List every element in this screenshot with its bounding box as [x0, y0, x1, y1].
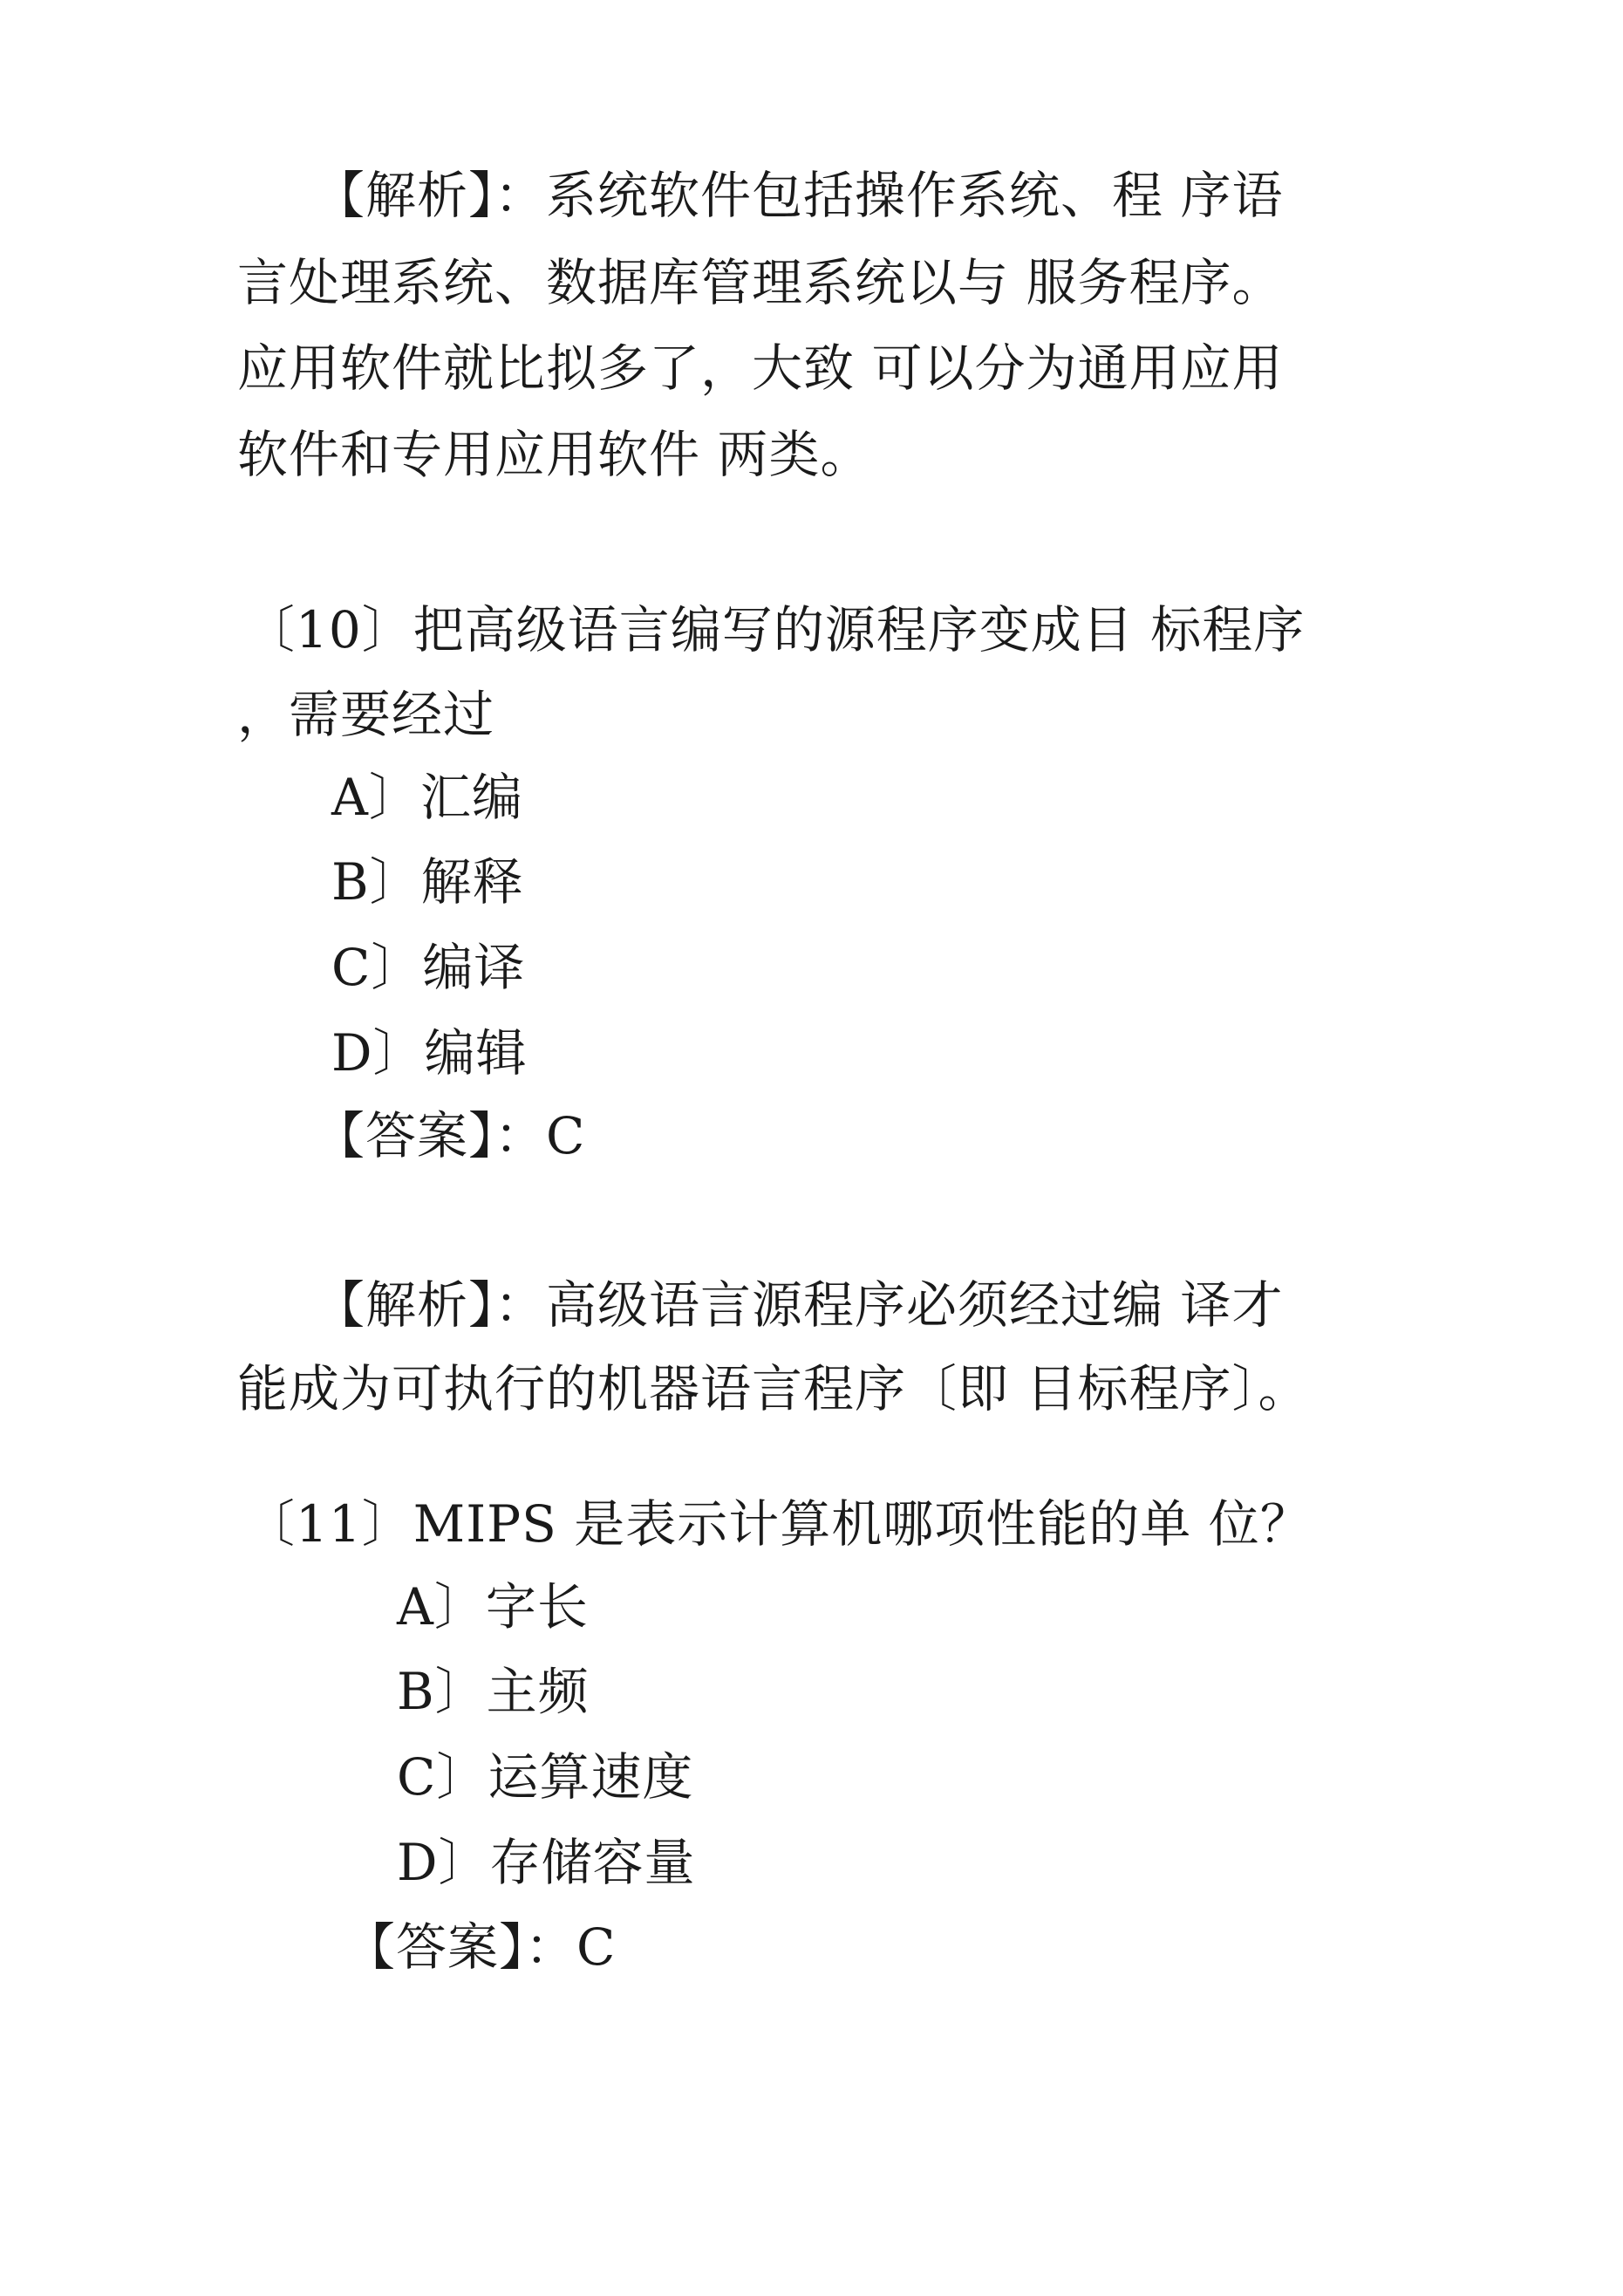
option-b: B〕主频: [397, 1662, 590, 1721]
option-c: C〕运算速度: [397, 1747, 694, 1807]
option-a: A〕汇编: [331, 768, 523, 827]
explanation-line: 言处理系统、数据库管理系统以与 服务程序。: [237, 253, 1284, 312]
question-text: 〔11〕MIPS 是表示计算机哪项性能的单 位？: [244, 1494, 1312, 1554]
answer-line: 【答案】：C: [314, 1106, 586, 1165]
option-d: D〕编辑: [331, 1023, 528, 1083]
option-d: D〕存储容量: [397, 1833, 696, 1892]
explanation-line: 能成为可执行的机器语言程序〔即 目标程序〕。: [237, 1359, 1310, 1418]
answer-line: 【答案】：C: [344, 1917, 617, 1977]
question-text: 〔10〕把高级语言编写的源程序变成目 标程序: [244, 600, 1306, 659]
option-a: A〕字长: [397, 1577, 589, 1637]
option-c: C〕编译: [331, 938, 526, 997]
explanation-line: 软件和专用应用软件 两类。: [237, 425, 872, 484]
explanation-line: 应用软件就比拟多了，大致 可以分为通用应用: [237, 338, 1284, 398]
explanation-line: 【解析】：高级语言源程序必须经过编 译才: [314, 1275, 1284, 1335]
option-b: B〕解释: [331, 852, 524, 912]
question-text: ，需要经过: [237, 685, 495, 744]
explanation-line: 【解析】：系统软件包括操作系统、程 序语: [314, 166, 1284, 225]
